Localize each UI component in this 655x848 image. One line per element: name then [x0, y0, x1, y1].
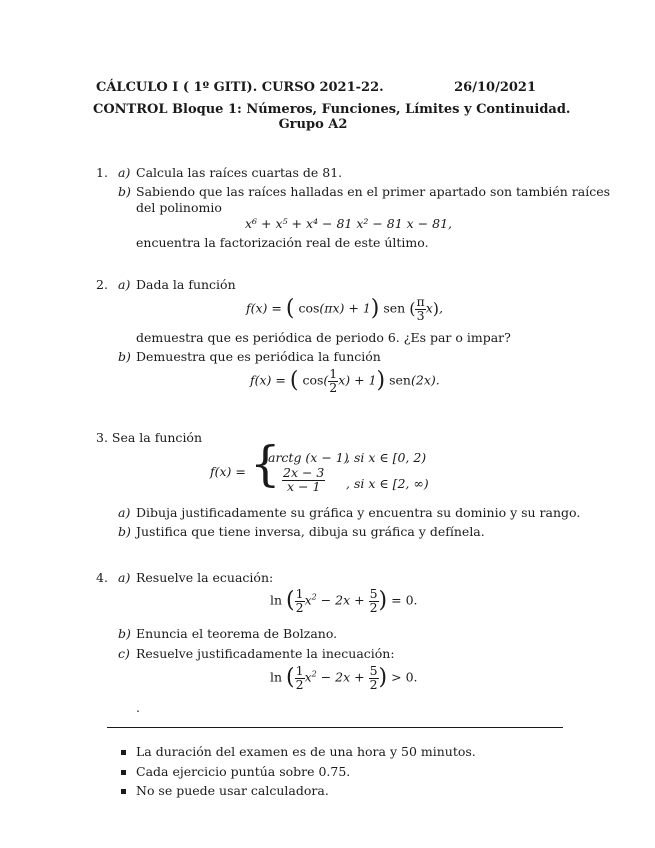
problem-4a-rhs: = 0.: [391, 592, 418, 608]
note-3: No se puede usar calculadora.: [136, 783, 329, 798]
problem-4c-formula: ln ( $\frac{1}{2}$ $x^2 - 2x$ + $\frac{5}{2}$ ) > 0.: [270, 663, 418, 692]
note-1: La duración del examen es de una hora y 50 minutos.: [136, 744, 476, 759]
course-title: CÁLCULO I ( 1º GITI). CURSO 2021-22.: [96, 80, 384, 95]
problem-2b-label: b): [118, 349, 131, 364]
problem-1b-text-2: del polinomio: [136, 200, 222, 215]
problem-4c-text: Resuelve justificadamente la inecuación:: [136, 646, 395, 661]
piece1-cond: , si x ∈ [0, 2): [346, 450, 427, 465]
piece1-expr: arctg (x − 1): [268, 450, 349, 465]
problem-2a-formula: f(x) = ( cos(πx) + 1) sen ( $\frac{\pi}{3}$ x),: [246, 294, 443, 323]
problem-4-number: 4.: [96, 570, 108, 585]
problem-1a-label: a): [118, 165, 131, 180]
problem-4a-formula: ln ( $\frac{1}{2}$ $x^2 - 2x$ + $\frac{5}{2}$ ) = 0.: [270, 586, 418, 615]
control-title-line1: CONTROL Bloque 1: Números, Funciones, Límites y Continuidad.: [93, 102, 571, 117]
control-title-line2: Grupo A2: [278, 117, 348, 132]
problem-2a-label: a): [118, 277, 131, 292]
problem-4b-label: b): [118, 626, 131, 641]
problem-4a-text: Resuelve la ecuación:: [136, 570, 274, 585]
bullet-icon: [121, 750, 126, 755]
problem-1b-text-3: encuentra la factorización real de este último.: [136, 235, 429, 250]
piecewise-brace: {: [250, 436, 281, 492]
bullet-icon: [121, 789, 126, 794]
problem-2b-formula: f(x) = ( cos( $\frac{1}{2}$ x) + 1) sen(2x).: [250, 366, 440, 395]
problem-3b-text: Justifica que tiene inversa, dibuja su gráfica y defínela.: [136, 524, 485, 539]
note-2: Cada ejercicio puntúa sobre 0.75.: [136, 764, 351, 779]
problem-3-fx: f(x) =: [210, 464, 246, 479]
problem-4a-label: a): [118, 570, 131, 585]
piece2-denominator: x − 1: [286, 478, 321, 494]
piece2-numerator: 2x − 3: [283, 465, 325, 480]
problem-4c-label: c): [118, 646, 130, 661]
problem-3a-text: Dibuja justificadamente su gráfica y encuentra su dominio y su rango.: [136, 505, 581, 520]
bullet-icon: [121, 770, 126, 775]
control-title: [93, 102, 571, 132]
piece2-expr: [282, 467, 325, 493]
divider-rule: [107, 727, 563, 728]
problem-1b-label: b): [118, 184, 131, 199]
problem-3b-label: b): [118, 524, 131, 539]
trailing-dot: .: [136, 700, 140, 715]
problem-2a-text-2: demuestra que es periódica de periodo 6. ¿Es par o impar?: [136, 330, 511, 345]
piece2-cond: , si x ∈ [2, ∞): [346, 476, 429, 491]
problem-4c-rhs: > 0.: [391, 669, 418, 685]
problem-1b-formula: x⁶ + x⁵ + x⁴ − 81 x² − 81 x − 81,: [245, 216, 453, 231]
exam-date: 26/10/2021: [454, 80, 536, 95]
problem-2b-text: Demuestra que es periódica la función: [136, 349, 381, 364]
problem-3a-label: a): [118, 505, 131, 520]
header: [96, 80, 536, 95]
problem-2a-text: Dada la función: [136, 277, 236, 292]
problem-4b-text: Enuncia el teorema de Bolzano.: [136, 626, 338, 641]
problem-1-number: 1.: [96, 165, 108, 180]
problem-1a-text: Calcula las raíces cuartas de 81.: [136, 165, 343, 180]
problem-3-intro: 3. Sea la función: [96, 430, 203, 445]
problem-1b-text-1: Sabiendo que las raíces halladas en el primer apartado son también raíces: [136, 184, 611, 199]
problem-2-number: 2.: [96, 277, 108, 292]
